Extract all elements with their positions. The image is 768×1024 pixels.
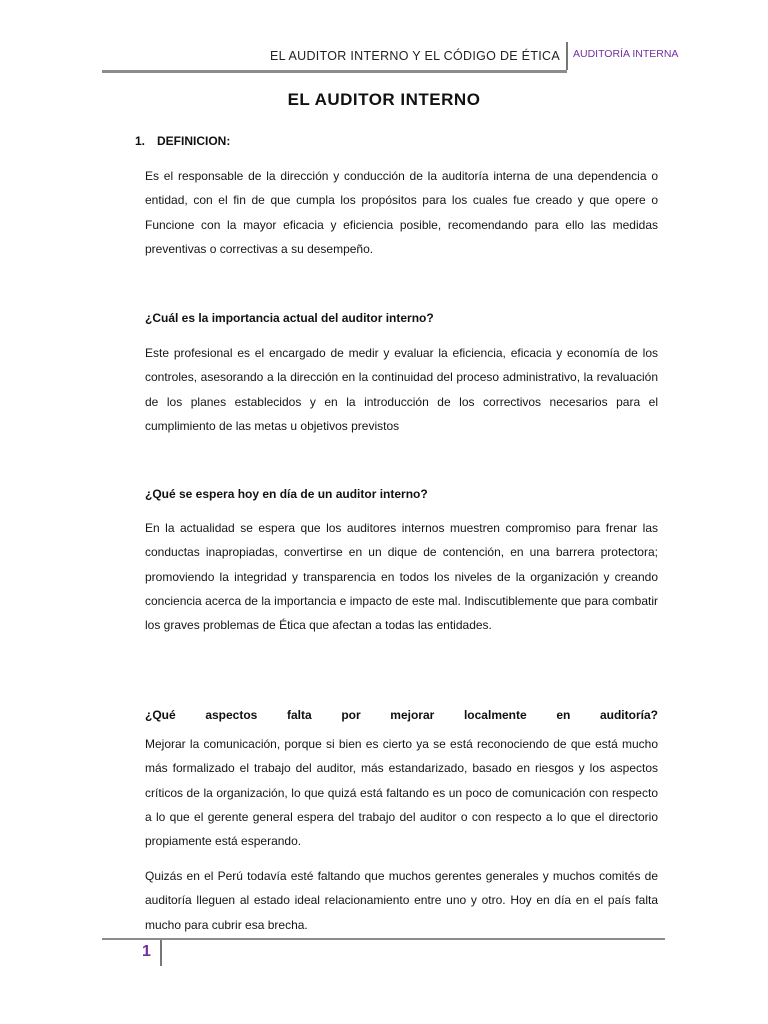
question-word: auditoría? (599, 708, 658, 722)
question-improvements (145, 708, 658, 722)
running-header (102, 40, 679, 72)
footer-divider (160, 940, 162, 966)
closing-paragraph: Quizás en el Perú todavía esté faltando que muchos gerentes generales y muchos comités de auditoría lleguen al estado ideal relacionamiento entre uno y otro. Hoy en día en el país falta mucho para cubrir esa brecha. (145, 869, 658, 932)
question-importance: ¿Cuál es la importancia actual del auditor interno? (145, 311, 434, 325)
section-number: 1. (135, 134, 146, 148)
footer-rule (102, 938, 665, 940)
question-word: localmente (463, 708, 527, 722)
question-word: en (556, 708, 571, 722)
header-rule (102, 70, 567, 73)
question-word: mejorar (390, 708, 435, 722)
question-word: aspectos (205, 708, 258, 722)
header-divider (566, 42, 568, 70)
section-title: DEFINICION: (157, 134, 231, 148)
document-title: EL AUDITOR INTERNO (287, 90, 481, 109)
definition-paragraph: Es el responsable de la dirección y conducción de la auditoría interna de una dependencia o entidad, con el fin de que cumpla los propósitos para los cuales fue creado y que opere o Funcione con la mayor eficacia y eficiencia posible, recomendando para ello las medidas preventivas o correctivas a su desempeño. (145, 169, 658, 256)
question-word: por (341, 708, 361, 722)
answer-improvements: Mejorar la comunicación, porque si bien es cierto ya se está reconociendo de que está mucho más formalizado el trabajo del auditor, más estandarizado, basado en riesgos y los aspectos críticos de la organización, lo que quizá está faltando es un poco de comunicación con respecto a lo que el gerente general espera del trabajo del auditor o con respecto a lo que el directorio propiamente está esperando. (145, 737, 658, 849)
section-heading (135, 134, 230, 148)
answer-expectations: En la actualidad se espera que los auditores internos muestren compromiso para frenar las conductas inapropiadas, convertirse en un dique de contención, en una barrera protectora; promoviendo la integridad y transparencia en todos los niveles de la organización y creando conciencia acerca de la importancia e impacto de este mal. Indiscutiblemente que para combatir los graves problemas de Ética que afectan a todas las entidades. (145, 521, 658, 633)
question-word: ¿Qué (145, 708, 176, 722)
question-expectations: ¿Qué se espera hoy en día de un auditor interno? (145, 487, 428, 501)
question-word: falta (286, 708, 312, 722)
page-number: 1 (142, 943, 151, 960)
header-title: EL AUDITOR INTERNO Y EL CÓDIGO DE ÉTICA (269, 49, 560, 63)
answer-importance: Este profesional es el encargado de medir y evaluar la eficiencia, eficacia y economía de los controles, asesorando a la dirección en la continuidad del proceso administrativo, la revaluación de los planes establecidos y en la introducción de los correctivos necesarios para el cumplimiento de las metas u objetivos previstos (145, 346, 658, 433)
header-section-label: AUDITORÍA INTERNA (573, 48, 679, 60)
